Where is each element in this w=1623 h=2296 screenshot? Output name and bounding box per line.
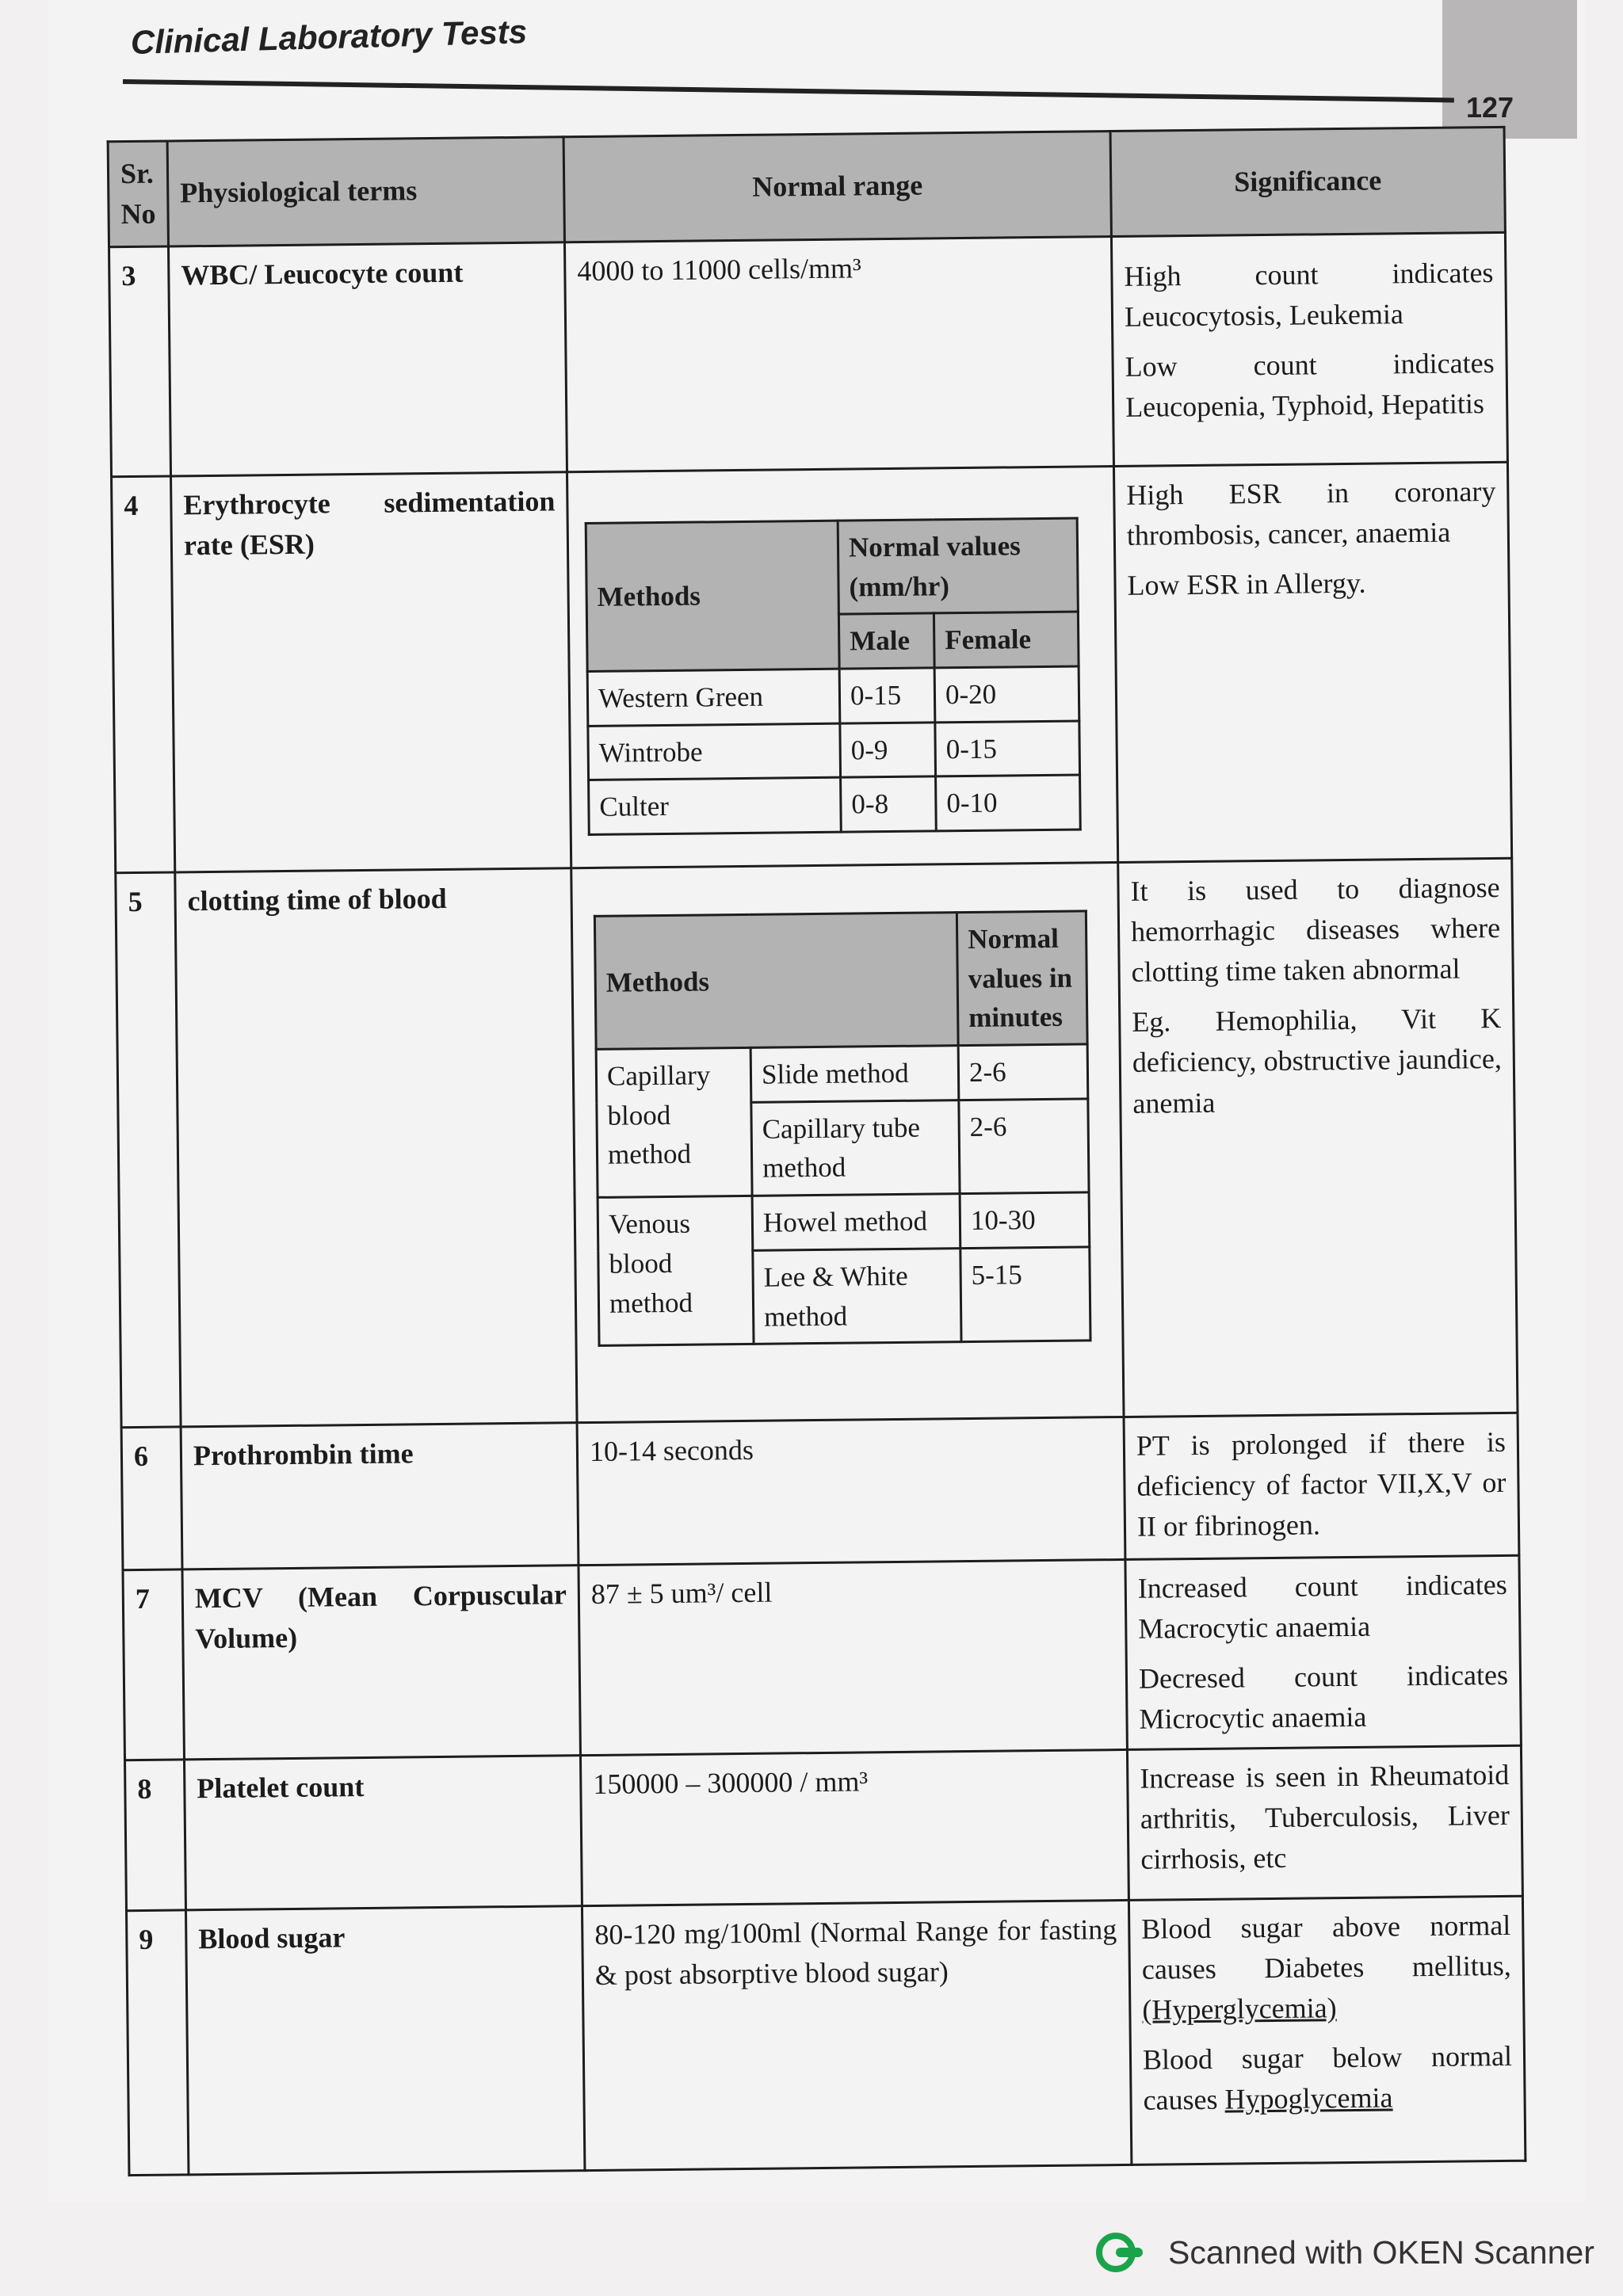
significance-line: Low ESR in Allergy.	[1127, 566, 1366, 602]
sr-no-cell: 8	[125, 1760, 186, 1911]
clotting-values-header: Normal values in minutes	[957, 911, 1087, 1046]
page-number: 127	[1466, 91, 1514, 124]
esr-male-value: 0-8	[841, 776, 937, 832]
esr-female-header: Female	[934, 612, 1079, 668]
significance-cell	[1113, 462, 1511, 862]
significance-line: Decresed count indicates Microcytic anaemia	[1138, 1659, 1509, 1736]
term-cell: Erythrocyte sedimentation rate (ESR)	[171, 472, 571, 872]
table-row-clotting	[116, 858, 1518, 1427]
esr-male-value: 0-15	[839, 668, 935, 723]
logo-bar	[1116, 2248, 1143, 2257]
term-cell: Prothrombin time	[181, 1423, 579, 1569]
sr-no-cell: 3	[109, 246, 171, 477]
clotting-value: 2-6	[959, 1099, 1089, 1194]
esr-method: Culter	[589, 778, 842, 835]
normal-range-cell	[567, 467, 1118, 868]
significance-line: It is used to diagnose hemorrhagic diseases where clotting time taken abnormal	[1130, 871, 1501, 989]
normal-range-cell: 80-120 mg/100ml (Normal Range for fasting & post absorptive blood sugar)	[582, 1900, 1131, 2170]
significance-cell	[1128, 1896, 1525, 2164]
clotting-row	[596, 1044, 1088, 1104]
sr-no-cell: 4	[112, 476, 175, 873]
table-row-esr	[112, 462, 1512, 872]
esr-methods-header: Methods	[586, 521, 839, 671]
oken-scanner-logo	[1095, 2230, 1151, 2275]
table-row-mcv	[123, 1555, 1521, 1760]
sr-no-cell: 7	[123, 1569, 185, 1760]
clotting-value: 10-30	[960, 1192, 1090, 1248]
clotting-method: Capillary tube method	[751, 1100, 960, 1196]
table-header-row	[108, 127, 1505, 246]
clotting-value: 5-15	[960, 1247, 1090, 1342]
lab-tests-table	[107, 126, 1527, 2176]
esr-female-value: 0-15	[935, 721, 1080, 777]
header-sr-no: Sr. No	[108, 141, 168, 247]
clotting-method: Lee & White method	[753, 1248, 961, 1344]
header-physiological-terms: Physiological terms	[167, 137, 564, 246]
clotting-methods-table	[594, 910, 1092, 1347]
significance-cell	[1111, 232, 1507, 466]
term-cell: MCV (Mean Corpuscular Volume)	[182, 1566, 580, 1760]
esr-row	[588, 721, 1080, 780]
esr-method: Wintrobe	[588, 723, 841, 780]
clotting-method: Howel method	[752, 1194, 960, 1250]
significance-line	[1143, 2036, 1513, 2121]
esr-method: Western Green	[587, 669, 840, 726]
esr-methods-table	[585, 517, 1082, 836]
clotting-value: 2-6	[958, 1044, 1088, 1100]
term-cell: clotting time of blood	[175, 868, 577, 1427]
clotting-group: Capillary blood method	[596, 1047, 752, 1197]
normal-range-cell: 150000 – 300000 / mm³	[580, 1749, 1128, 1905]
significance-line: Low count indicates Leucopenia, Typhoid, Hepatitis	[1125, 347, 1495, 424]
significance-cell	[1125, 1555, 1521, 1749]
term-cell: WBC/ Leucocyte count	[168, 242, 567, 476]
hyperglycemia-term: (Hyperglycemia)	[1142, 1992, 1337, 2026]
table-row-platelet	[125, 1745, 1523, 1910]
sr-no-cell: 6	[121, 1427, 182, 1570]
normal-range-cell: 87 ± 5 um³/ cell	[579, 1559, 1127, 1755]
hypoglycemia-text: Blood sugar below normal causes	[1142, 2040, 1513, 2117]
clotting-group: Venous blood method	[598, 1196, 754, 1345]
significance-line: High ESR in coronary thrombosis, cancer, anaemia	[1126, 475, 1496, 551]
normal-range-cell	[571, 862, 1124, 1422]
significance-cell	[1118, 858, 1518, 1417]
esr-row	[587, 666, 1079, 726]
significance-line	[1141, 1905, 1512, 2031]
hyperglycemia-text: Blood sugar above normal causes Diabetes mellitus,	[1141, 1909, 1512, 1985]
esr-row	[589, 775, 1081, 834]
table-row-prothrombin	[121, 1413, 1519, 1569]
clotting-methods-header: Methods	[594, 913, 958, 1050]
significance-line: Eg. Hemophilia, Vit K deficiency, obstructive jaundice, anemia	[1132, 1002, 1503, 1119]
scanner-text: Scanned with OKEN Scanner	[1168, 2233, 1594, 2271]
clotting-row	[598, 1192, 1090, 1252]
significance-line: Increased count indicates Macrocytic anaemia	[1137, 1568, 1507, 1645]
running-title: Clinical Laboratory Tests	[130, 13, 528, 61]
hypoglycemia-term: Hypoglycemia	[1224, 2081, 1393, 2116]
normal-range-cell: 4000 to 11000 cells/mm³	[564, 237, 1113, 472]
significance-line: Increase is seen in Rheumatoid arthritis, Tuberculosis, Liver cirrhosis, etc	[1140, 1758, 1510, 1875]
table-row-blood-sugar	[126, 1896, 1525, 2175]
esr-values-header: Normal values (mm/hr)	[838, 518, 1078, 615]
sr-no-cell: 9	[126, 1910, 188, 2176]
table-row-wbc	[109, 232, 1508, 476]
header-significance: Significance	[1110, 127, 1505, 236]
sr-no-cell: 5	[116, 872, 181, 1428]
normal-range-cell: 10-14 seconds	[577, 1417, 1125, 1565]
scanner-watermark	[1095, 2230, 1594, 2275]
significance-line: PT is prolonged if there is deficiency of factor VII,X,V or II or fibrinogen.	[1136, 1425, 1507, 1543]
significance-line: High count indicates Leucocytosis, Leukemia	[1124, 256, 1494, 333]
esr-female-value: 0-10	[936, 775, 1081, 831]
esr-male-header: Male	[838, 613, 934, 669]
term-cell: Blood sugar	[185, 1906, 584, 2175]
esr-male-value: 0-9	[840, 723, 936, 778]
clotting-method: Slide method	[750, 1046, 959, 1102]
header-normal-range: Normal range	[563, 132, 1111, 242]
significance-cell	[1127, 1745, 1522, 1900]
esr-female-value: 0-20	[934, 666, 1079, 723]
term-cell: Platelet count	[184, 1756, 582, 1910]
significance-cell	[1124, 1413, 1519, 1559]
